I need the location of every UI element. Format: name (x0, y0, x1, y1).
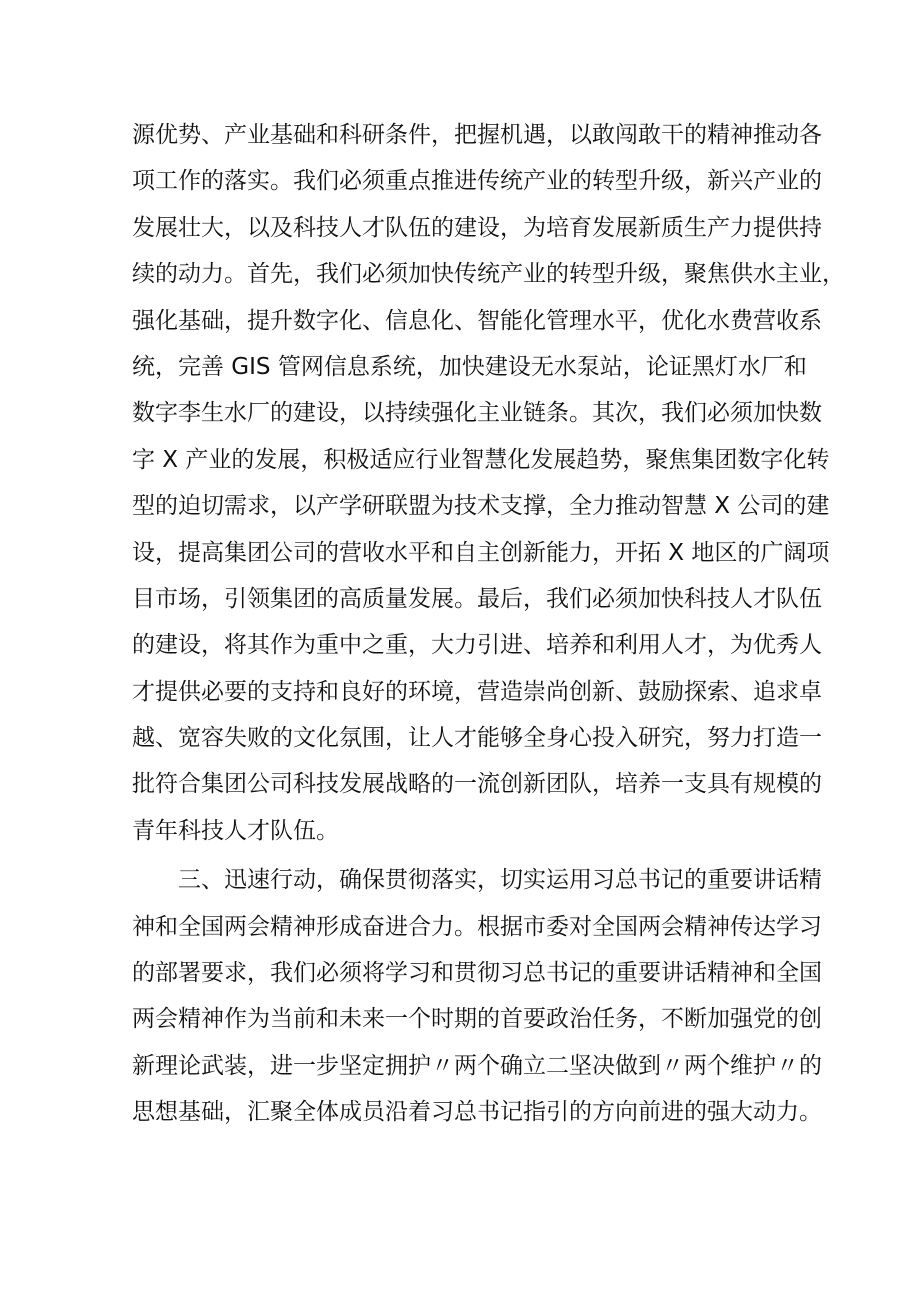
paragraph-1 (132, 112, 845, 854)
text-line: 续的动力。首先，我们必须加快传统产业的转型升级，聚焦供水主业， (132, 261, 845, 288)
text-line: 数字李生水厂的建设，以持续强化主业链条。其次，我们必须加快数 (132, 400, 822, 427)
text-line: 才提供必要的支持和良好的环境，营造崇尚创新、鼓励探索、追求卓 (132, 678, 822, 705)
text-line: 越、宽容失败的文化氛围，让人才能够全身心投入研究，努力打造一 (132, 725, 822, 752)
text-line: 强化基础，提升数字化、信息化、智能化管理水平，优化水费营收系 (132, 307, 822, 334)
document-body (132, 112, 845, 1136)
text-line: 源优势、产业基础和科研条件，把握机遇，以敢闯敢干的精神推动各 (132, 122, 822, 148)
text-line: 的建设，将其作为重中之重，大力引进、培养和利用人才，为优秀人 (132, 632, 822, 659)
text-line: 字 X 产业的发展，积极适应行业智慧化发展趋势，聚焦集团数字化转 (132, 446, 830, 473)
text-line: 批符合集团公司科技发展战略的一流创新团队，培养一支具有规模的 (132, 771, 822, 798)
text-line: 青年科技人才队伍。 (132, 817, 339, 844)
text-line: 发展壮大，以及科技人才队伍的建设，为培育发展新质生产力提供持 (132, 214, 822, 241)
text-line: 的部署要求，我们必须将学习和贯彻习总书记的重要讲话精神和全国 (132, 960, 822, 987)
paragraph-2 (132, 857, 822, 1135)
text-line: 两会精神作为当前和未来一个时期的首要政治任务，不断加强党的创 (132, 1006, 822, 1033)
text-line: 神和全国两会精神形成奋进合力。根据市委对全国两会精神传达学习 (132, 913, 822, 940)
text-line: 三、迅速行动，确保贯彻落实，切实运用习总书记的重要讲话精 (178, 867, 822, 894)
text-line: 统，完善 GIS 管网信息系统，加快建设无水泵站，论证黑灯水厂和 (132, 353, 807, 380)
text-line: 项工作的落实。我们必须重点推进传统产业的转型升级，新兴产业的 (132, 168, 822, 195)
text-line: 设，提高集团公司的营收水平和自主创新能力，开拓 X 地区的广阔项 (132, 539, 830, 566)
text-line: 目市场，引领集团的高质量发展。最后，我们必须加快科技人才队伍 (132, 585, 822, 612)
text-line: 新理论武装，进一步坚定拥护〃两个确立二坚决做到〃两个维护〃的 (132, 1052, 822, 1079)
text-line: 思想基础，汇聚全体成员沿着习总书记指引的方向前进的强大动力。 (132, 1099, 822, 1126)
text-line: 型的迫切需求，以产学研联盟为技术支撑，全力推动智慧 X 公司的建 (132, 493, 830, 520)
